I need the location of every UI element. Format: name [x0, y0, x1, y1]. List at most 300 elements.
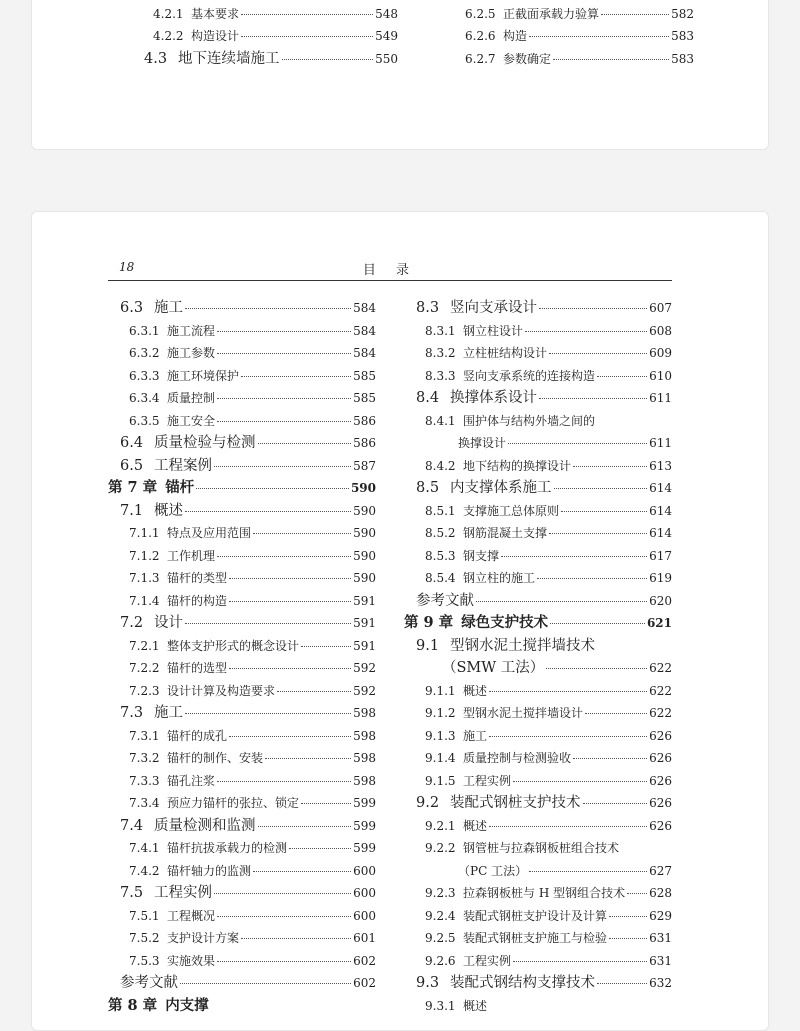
- previous-page-card: [31, 0, 769, 150]
- entry-page-number: 608: [649, 323, 672, 338]
- dot-leader: [501, 556, 647, 557]
- entry-title: 锚杆: [165, 479, 195, 496]
- toc-subsection-entry: [108, 748, 376, 768]
- entry-page-number: 600: [353, 863, 376, 878]
- entry-title: 工程实例: [463, 953, 512, 968]
- toc-subsection-entry: [404, 546, 672, 566]
- dot-leader: [217, 421, 351, 422]
- entry-number: 7.1: [120, 502, 144, 519]
- entry-title: 工程实例: [154, 885, 212, 901]
- entry-title: 工程概况: [167, 908, 216, 923]
- entry-title: 工程实例: [463, 773, 512, 788]
- entry-title: 概述: [463, 818, 488, 833]
- entry-title: 锚杆的选型: [167, 661, 228, 675]
- entry-page-number: 598: [353, 773, 376, 788]
- entry-number: 6.3.5: [129, 413, 160, 428]
- toc-chapter-entry: [108, 478, 376, 498]
- toc-subsection-entry: [404, 861, 672, 881]
- entry-number: 7.3.3: [129, 773, 160, 788]
- entry-title: 内支撑体系施工: [450, 480, 552, 496]
- entry-title: 锚杆的成孔: [167, 728, 228, 743]
- dot-leader: [277, 691, 351, 692]
- entry-number: 6.2.5: [465, 6, 496, 21]
- entry-number: 9.1.3: [425, 728, 456, 743]
- dot-leader: [241, 938, 351, 939]
- dot-leader: [489, 691, 647, 692]
- entry-page-number: 586: [353, 413, 376, 428]
- dot-leader: [258, 826, 352, 827]
- entry-number: 9.3.1: [425, 998, 456, 1013]
- entry-title: [178, 0, 280, 1]
- toc-subsection-entry: [404, 568, 672, 588]
- entry-number: 9.1.2: [425, 706, 456, 720]
- entry-number: 7.2: [120, 615, 144, 631]
- dot-leader: [265, 758, 351, 759]
- entry-number: 6.2.7: [465, 51, 496, 66]
- entry-number: 7.4.2: [129, 863, 160, 878]
- entry-title: 钢支撑: [463, 548, 500, 563]
- toc-subsection-entry: [404, 433, 672, 453]
- dot-leader: [185, 308, 351, 309]
- dot-leader: [241, 376, 351, 377]
- entry-title: 绿色支护技术: [461, 614, 549, 631]
- toc-subsection-entry: [404, 748, 672, 768]
- entry-page-number: 598: [353, 751, 376, 765]
- entry-title: 构造设计: [191, 29, 240, 43]
- entry-page-number: 613: [649, 458, 672, 473]
- toc-chapter-entry: [404, 613, 672, 633]
- toc-subsection-entry: [404, 523, 672, 543]
- entry-number: 8.3.1: [425, 323, 456, 338]
- entry-number: 7.2.1: [129, 638, 160, 653]
- dot-leader: [217, 961, 351, 962]
- toc-subsection-entry: [404, 703, 672, 723]
- toc-section-entry: [404, 478, 672, 498]
- entry-number: 7.3.1: [129, 728, 160, 743]
- toc-subsection-entry: [108, 343, 376, 363]
- toc-section-entry: [404, 388, 672, 408]
- toc-subsection-entry: [108, 951, 376, 971]
- toc-subsection-entry: [404, 321, 672, 341]
- toc-section-entry: [404, 973, 672, 993]
- entry-title: 锚杆的制作、安装: [167, 751, 264, 765]
- entry-page-number: 583: [671, 29, 694, 43]
- entry-number: 7.4: [120, 817, 144, 834]
- entry-page-number: 626: [649, 818, 672, 833]
- toc-subsection-entry: [404, 771, 672, 791]
- toc-subsection-entry: [108, 546, 376, 566]
- entry-page-number: 614: [649, 526, 672, 540]
- entry-title: 施工参数: [167, 346, 216, 360]
- dot-leader: [489, 826, 647, 827]
- entry-title: 钢立柱设计: [463, 323, 524, 338]
- entry-page-number: 590: [353, 526, 376, 540]
- entry-number: 6.4: [120, 435, 144, 451]
- entry-title: 参考文献: [120, 975, 178, 991]
- entry-number: 6.3.1: [129, 323, 160, 338]
- toc-subsection-entry: [108, 388, 376, 408]
- toc-subsection-entry: [132, 26, 398, 46]
- entry-page-number: 626: [649, 796, 672, 810]
- entry-title: 钢管桩与拉森钢板桩组合技术: [463, 841, 620, 855]
- toc-subsection-entry: [108, 568, 376, 588]
- dot-leader: [529, 36, 669, 37]
- entry-number: 7.1.3: [129, 571, 160, 585]
- entry-title: 质量控制与检测验收: [463, 751, 572, 765]
- entry-title: （SMW 工法）: [442, 660, 545, 676]
- entry-number: 7.5.2: [129, 931, 160, 945]
- dot-leader: [585, 713, 647, 714]
- entry-page-number: 599: [353, 818, 376, 833]
- entry-page-number: 585: [353, 368, 376, 383]
- entry-number: 9.1.1: [425, 683, 456, 698]
- toc-subsection-entry: [404, 816, 672, 836]
- entry-page-number: 550: [375, 51, 398, 66]
- toc-subsection-entry: [404, 411, 672, 431]
- entry-page-number: 584: [353, 323, 376, 338]
- dot-leader: [185, 623, 351, 624]
- entry-page-number: 548: [375, 6, 398, 21]
- dot-leader: [554, 488, 648, 489]
- toc-section-entry: [404, 793, 672, 813]
- dot-leader: [229, 601, 351, 602]
- entry-number: 7.1.4: [129, 593, 160, 608]
- toc-chapter-entry: [108, 996, 376, 1016]
- entry-number: 4.3: [144, 50, 168, 67]
- entry-title: 竖向支承设计: [450, 300, 537, 316]
- entry-number: 9.3: [416, 975, 440, 991]
- dot-leader: [229, 578, 351, 579]
- dot-leader: [217, 781, 351, 782]
- dot-leader: [217, 916, 351, 917]
- entry-title: 竖向支承系统的连接构造: [463, 368, 596, 383]
- entry-title: 设计计算及构造要求: [167, 683, 276, 698]
- toc-subsection-entry: [108, 411, 376, 431]
- dot-leader: [185, 511, 351, 512]
- entry-page-number: 619: [649, 571, 672, 585]
- entry-page-number: 598: [353, 728, 376, 743]
- dot-leader: [561, 511, 647, 512]
- entry-page-number: 610: [649, 368, 672, 383]
- dot-leader: [229, 668, 351, 669]
- running-title: 目 录: [362, 263, 418, 278]
- entry-title: 设计: [154, 615, 183, 631]
- dot-leader: [489, 736, 647, 737]
- dot-leader: [546, 668, 647, 669]
- toc-subsection-entry: [108, 321, 376, 341]
- entry-page-number: 607: [649, 301, 672, 315]
- entry-title: 工程案例: [154, 457, 212, 474]
- entry-number: 8.3.2: [425, 346, 456, 360]
- entry-title: 内支撑: [165, 996, 209, 1014]
- page-number: 18: [119, 260, 135, 274]
- dot-leader: [217, 331, 351, 332]
- entry-page-number: [671, 0, 694, 1]
- entry-page-number: 621: [646, 616, 672, 630]
- entry-page-number: 583: [671, 51, 694, 66]
- entry-title: 换撑体系设计: [450, 390, 537, 406]
- toc-references-entry: [404, 591, 672, 611]
- entry-title: 锚杆的类型: [167, 571, 228, 585]
- entry-number: 7.2.3: [129, 683, 160, 698]
- entry-page-number: 601: [353, 931, 376, 945]
- dot-leader: [609, 916, 647, 917]
- entry-title: 施工环境保护: [167, 368, 240, 383]
- toc-section-entry: [132, 0, 398, 1]
- entry-number: 9.1: [416, 637, 440, 654]
- dot-leader: [550, 623, 645, 624]
- entry-number: 8.4: [416, 390, 440, 406]
- entry-number: 9.2: [416, 795, 440, 811]
- dot-leader: [229, 736, 351, 737]
- toc-subsection-entry: [108, 523, 376, 543]
- dot-leader: [627, 893, 647, 894]
- entry-title: 构造: [503, 29, 528, 43]
- entry-number: 8.5.1: [425, 503, 456, 518]
- entry-number: 9.2.5: [425, 931, 456, 945]
- toc-subsection-entry: [404, 726, 672, 746]
- entry-title: 装配式钢结构支撑技术: [450, 975, 595, 991]
- dot-leader: [180, 983, 351, 984]
- entry-title: 概述: [463, 998, 488, 1013]
- toc-subsection-entry: [404, 883, 672, 903]
- entry-title: 质量控制: [167, 391, 216, 405]
- toc-subsection-entry: [404, 501, 672, 521]
- dot-leader: [301, 803, 351, 804]
- entry-number: 6.3: [120, 300, 144, 316]
- dot-leader: [241, 14, 373, 15]
- toc-subsection-entry: [444, 49, 694, 69]
- toc-subsection-entry: [404, 906, 672, 926]
- entry-title: 装配式钢桩支护技术: [450, 795, 581, 811]
- toc-subsection-entry: [108, 658, 376, 678]
- dot-leader: [217, 556, 351, 557]
- entry-title: 换撑设计: [458, 436, 507, 450]
- dot-leader: [508, 443, 647, 444]
- toc-section-entry: [132, 49, 398, 69]
- toc-section-entry: [108, 501, 376, 521]
- entry-number: 8.5.3: [425, 548, 456, 563]
- entry-title: 装配式钢桩支护设计及计算: [463, 908, 608, 923]
- entry-number: 7.5.3: [129, 953, 160, 968]
- entry-page-number: 600: [353, 908, 376, 923]
- dot-leader: [537, 578, 647, 579]
- entry-title: 质量检验与检测: [154, 435, 256, 451]
- toc-section-entry: [404, 636, 672, 656]
- entry-number: 9.2.4: [425, 908, 456, 923]
- entry-page-number: 598: [353, 706, 376, 720]
- toc-section-entry: [108, 613, 376, 633]
- page-header: [108, 258, 672, 281]
- entry-title: 质量检测和监测: [154, 817, 256, 834]
- toc-subsection-entry: [404, 838, 672, 858]
- dot-leader: [549, 353, 647, 354]
- toc-subsection-entry: [404, 996, 672, 1016]
- dot-leader: [196, 488, 349, 489]
- toc-subsection-entry: [108, 861, 376, 881]
- entry-title: 施工安全: [167, 413, 216, 428]
- dot-leader: [214, 893, 351, 894]
- entry-page-number: 609: [649, 346, 672, 360]
- entry-page-number: 591: [353, 616, 376, 630]
- entry-title: 参数确定: [503, 51, 552, 66]
- dot-leader: [258, 443, 352, 444]
- dot-leader: [289, 848, 351, 849]
- toc-section-entry: [108, 456, 376, 476]
- dot-leader: [185, 713, 351, 714]
- entry-page-number: 582: [671, 6, 694, 21]
- entry-page-number: 602: [353, 953, 376, 968]
- toc-subsection-entry: [108, 906, 376, 926]
- entry-title: 施工流程: [167, 323, 216, 338]
- toc-subsection-entry: [108, 366, 376, 386]
- toc-subsection-entry: [404, 366, 672, 386]
- entry-page-number: 590: [353, 571, 376, 585]
- entry-page-number: 590: [353, 548, 376, 563]
- entry-title: 钢立柱的施工: [463, 571, 536, 585]
- entry-page-number: 600: [353, 886, 376, 900]
- toc-subsection-entry: [404, 456, 672, 476]
- toc-subsection-entry: [444, 0, 694, 1]
- entry-title: 概述: [463, 683, 488, 698]
- toc-subsection-entry: [108, 591, 376, 611]
- entry-number: 7.5.1: [129, 908, 160, 923]
- entry-page-number: 617: [649, 548, 672, 563]
- entry-title: 施工: [463, 728, 488, 743]
- entry-number: 第 7 章: [108, 479, 158, 496]
- entry-page-number: 591: [353, 638, 376, 653]
- entry-page-number: 590: [350, 481, 376, 495]
- entry-page-number: 626: [649, 773, 672, 788]
- entry-page-number: 622: [649, 683, 672, 698]
- entry-page-number: 585: [353, 391, 376, 405]
- entry-number: 6.5: [120, 457, 144, 474]
- entry-number: 7.1.1: [129, 526, 160, 540]
- entry-page-number: [375, 0, 398, 1]
- toc-subsection-entry: [404, 343, 672, 363]
- dot-leader: [583, 803, 648, 804]
- entry-page-number: 591: [353, 593, 376, 608]
- toc-subsection-entry: [108, 928, 376, 948]
- entry-page-number: 631: [649, 931, 672, 945]
- entry-number: 第 9 章: [404, 614, 454, 631]
- entry-title: 预应力锚杆的张拉、锁定: [167, 796, 300, 810]
- entry-title: 特点及应用范围: [167, 526, 252, 540]
- dot-leader: [539, 398, 647, 399]
- entry-page-number: 599: [353, 841, 376, 855]
- toc-section-entry: [108, 816, 376, 836]
- toc-subsection-entry: [108, 681, 376, 701]
- entry-title: 支撑施工总体原则: [463, 503, 560, 518]
- entry-number: 9.1.4: [425, 751, 456, 765]
- dot-leader: [549, 533, 647, 534]
- entry-page-number: 592: [353, 661, 376, 675]
- entry-title: 正截面承载力验算: [503, 6, 600, 21]
- entry-number: [144, 0, 178, 1]
- dot-leader: [253, 871, 351, 872]
- entry-number: 7.3.2: [129, 751, 160, 765]
- entry-title: 基本要求: [191, 6, 240, 21]
- dot-leader: [609, 938, 647, 939]
- entry-title: 锚杆的构造: [167, 593, 228, 608]
- entry-number: 6.3.3: [129, 368, 160, 383]
- dot-leader: [282, 59, 374, 60]
- entry-number: 6.2.6: [465, 29, 496, 43]
- entry-page-number: 611: [649, 436, 672, 450]
- entry-number: 7.3: [120, 705, 144, 721]
- toc-section-entry: [404, 298, 672, 318]
- dot-leader: [241, 36, 373, 37]
- entry-number: 8.4.2: [425, 458, 456, 473]
- entry-title: 概述: [154, 502, 183, 519]
- entry-number: 8.4.1: [425, 413, 456, 428]
- entry-title: 锚孔注浆: [167, 773, 216, 788]
- entry-page-number: 592: [353, 683, 376, 698]
- entry-title: 型钢水泥土搅拌墙技术: [450, 637, 595, 654]
- entry-page-number: 614: [649, 481, 672, 495]
- entry-number: 7.1.2: [129, 548, 160, 563]
- entry-page-number: 584: [353, 301, 376, 315]
- dot-leader: [525, 331, 647, 332]
- dot-leader: [573, 758, 647, 759]
- entry-page-number: 629: [649, 908, 672, 923]
- toc-subsection-entry: [108, 838, 376, 858]
- dot-leader: [301, 646, 351, 647]
- entry-number: 7.4.1: [129, 841, 160, 855]
- toc-section-entry: [108, 703, 376, 723]
- entry-number: 7.2.2: [129, 661, 160, 675]
- entry-title: 钢筋混凝土支撑: [463, 526, 548, 540]
- entry-title: 型钢水泥土搅拌墙设计: [463, 706, 584, 720]
- dot-leader: [553, 59, 669, 60]
- entry-number: 4.2.1: [153, 6, 184, 21]
- entry-page-number: 587: [353, 458, 376, 473]
- entry-number: 9.2.3: [425, 886, 456, 900]
- dot-leader: [529, 871, 647, 872]
- toc-subsection-entry: [444, 26, 694, 46]
- entry-title: 地下结构的换撑设计: [463, 458, 572, 473]
- dot-leader: [253, 533, 351, 534]
- entry-number: 9.2.2: [425, 841, 456, 855]
- toc-section-entry: [108, 433, 376, 453]
- entry-number: 8.5: [416, 480, 440, 496]
- toc-subsection-entry: [444, 4, 694, 24]
- dot-leader: [513, 961, 647, 962]
- entry-number: 8.3: [416, 300, 440, 316]
- dot-leader: [539, 308, 647, 309]
- dot-leader: [601, 14, 669, 15]
- entry-page-number: 622: [649, 661, 672, 675]
- toc-subsection-entry: [404, 658, 672, 678]
- entry-title: 施工: [154, 300, 183, 316]
- dot-leader: [513, 781, 647, 782]
- entry-number: 6.3.2: [129, 346, 160, 360]
- dot-leader: [214, 466, 351, 467]
- entry-page-number: 632: [649, 976, 672, 990]
- dot-leader: [573, 466, 647, 467]
- dot-leader: [597, 983, 647, 984]
- entry-page-number: 626: [649, 751, 672, 765]
- toc-subsection-entry: [404, 681, 672, 701]
- entry-page-number: 627: [649, 863, 672, 878]
- toc-subsection-entry: [132, 4, 398, 24]
- entry-number: 9.2.1: [425, 818, 456, 833]
- entry-page-number: 586: [353, 436, 376, 450]
- dot-leader: [217, 398, 351, 399]
- toc-subsection-entry: [404, 928, 672, 948]
- toc-subsection-entry: [108, 726, 376, 746]
- entry-title: 实施效果: [167, 953, 216, 968]
